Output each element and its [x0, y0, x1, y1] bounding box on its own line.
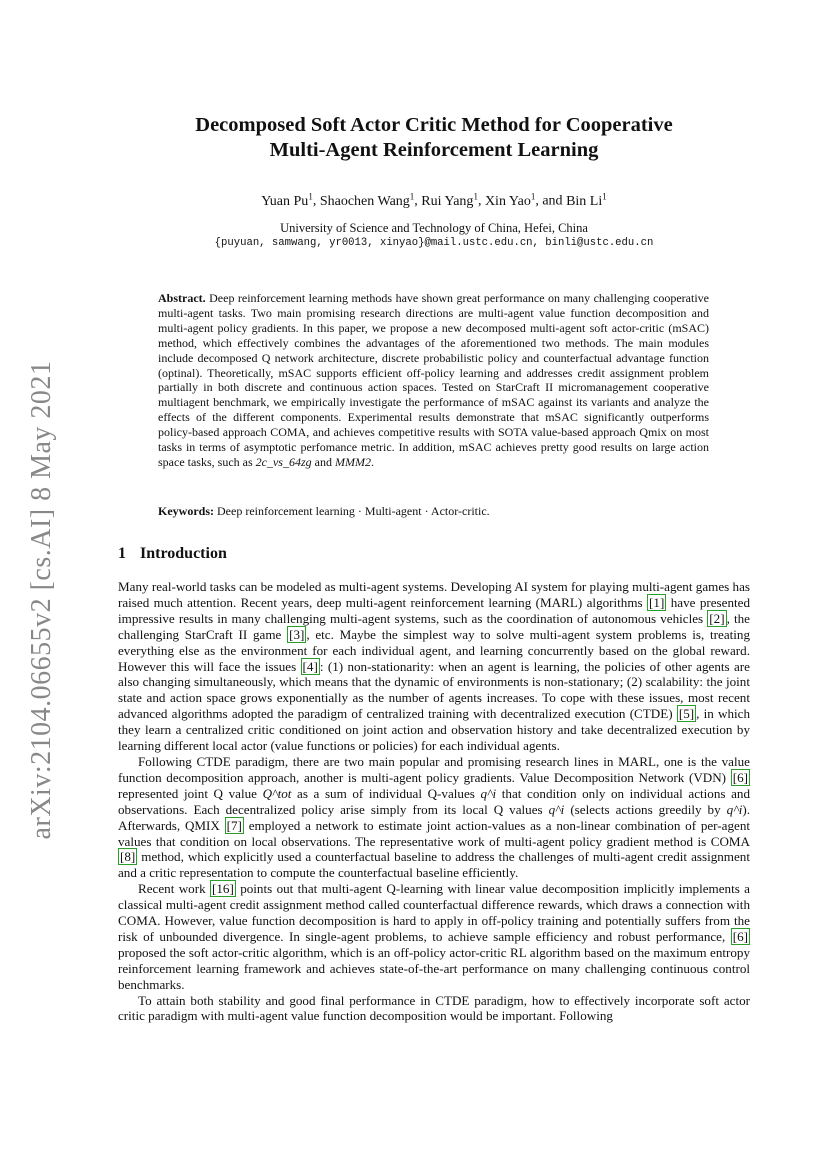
- author: Shaochen Wang$^1$: [319, 191, 415, 209]
- author: Xin Yao$^1$: [484, 191, 536, 209]
- affiliation: University of Science and Technology of China, Hefei, China: [280, 221, 588, 235]
- paragraph: Following CTDE paradigm, there are two main popular and promising research lines in MARL, one is the value function decomposition approach, another is multi-agent policy gradients. Value Decomposition Network (VDN) [6] represented joint Q value Q^tot as a sum of individual Q-values q^i that condition only on individual actions and observations. Each decentralized policy arise simply from its local Q values q^i (selects actions greedily by q^i). Afterwards, QMIX [7] employed a network to estimate joint action-values as a non-linear combination of per-agent values that condition on local observations. The representative work of multi-agent policy gradient method is COMA [8] method, which explicitly used a counterfactual baseline to address the challenges of multi-agent credit assignment and a critic representation to compute the counterfactual baseline efficiently.: [118, 753, 750, 881]
- keywords: [158, 504, 709, 519]
- keywords-text: Deep reinforcement learning · Multi-agent · Actor-critic.: [217, 504, 490, 518]
- author-emails: {puyuan, samwang, yr0013, xinyao}@mail.ustc.edu.cn, binli@ustc.edu.cn: [214, 237, 654, 249]
- task-name: 2c_vs_64zg: [255, 454, 312, 469]
- citation-link[interactable]: [16]: [212, 881, 234, 897]
- section-heading: [118, 545, 227, 563]
- citation-link[interactable]: [7]: [226, 817, 242, 833]
- paragraph: To attain both stability and good final performance in CTDE paradigm, how to effectively incorporate soft actor critic paradigm with multi-agent value function decomposition would be important. Following: [118, 992, 750, 1024]
- math-symbol: q^i: [726, 801, 743, 817]
- citation-link[interactable]: [3]: [289, 626, 305, 642]
- keywords-label: Keywords:: [158, 504, 214, 518]
- title-line-2: Multi-Agent Reinforcement Learning: [269, 139, 599, 161]
- citation-link[interactable]: [8]: [120, 849, 136, 865]
- paragraph: Recent work [16] points out that multi-agent Q-learning with linear value decomposition implicitly implements a classical multi-agent credit assignment method called counterfactual difference rewards, which draws a connection with COMA. However, value function decomposition is hard to apply in off-policy training and potentially suffers from the risk of unbounded divergence. In single-agent problems, to achieve sample efficiency and robust performance, [6] proposed the soft actor-critic algorithm, which is an off-policy actor-critic RL algorithm based on the maximum entropy reinforcement learning framework and achieves state-of-the-art performance on many challenging continuous control benchmarks.: [118, 881, 750, 992]
- abstract-text: Deep reinforcement learning methods have shown great performance on many challenging cooperative multi-agent tasks. Two main promising research directions are multi-agent value function decomposition and multi-agent policy gradients. In this paper, we propose a new decomposed multi-agent soft actor-critic (mSAC) method, which effectively combines the advantages of the aforementioned two methods. The main modules include decomposed Q network architecture, discrete probabilistic policy and counterfactual advantage function (optinal). Theoretically, mSAC supports efficient off-policy learning and addresses credit assignment problem partially in both discrete and continuous action spaces. Tested on StarCraft II micromanagement cooperative multiagent benchmark, we empirically investigate the performance of mSAC against its variants and analyze the effects of the different components. Experimental results demonstrate that mSAC significantly outperforms policy-based approach COMA, and achieves competitive results with SOTA value-based approach Qmix on most tasks in terms of asymptotic perfomance metric. In addition, mSAC achieves pretty good results on large action space tasks, such as: [158, 291, 709, 469]
- author-list: Yuan Pu$^1$, Shaochen Wang$^1$, Rui Yang$^1$, Xin Yao$^1$, and Bin Li$^1$: [261, 191, 607, 209]
- abstract: Abstract. Deep reinforcement learning methods have shown great performance on many challenging cooperative multi-agent tasks. Two main promising research directions are multi-agent value function decomposition and multi-agent policy gradients. In this paper, we propose a new decomposed multi-agent soft actor-critic (mSAC) method, which effectively combines the advantages of the aforementioned two methods. The main modules include decomposed Q network architecture, discrete probabilistic policy and counterfactual advantage function (optinal). Theoretically, mSAC supports efficient off-policy learning and addresses credit assignment problem partially in both discrete and continuous action spaces. Tested on StarCraft II micromanagement cooperative multiagent benchmark, we empirically investigate the performance of mSAC against its variants and analyze the effects of the different components. Experimental results demonstrate that mSAC significantly outperforms policy-based approach COMA, and achieves competitive results with SOTA value-based approach Qmix on most tasks in terms of asymptotic perfomance metric. In addition, mSAC achieves pretty good results on large action space tasks, such as 2c_vs_64zg and MMM2.: [158, 291, 709, 469]
- body-text: [118, 579, 750, 1024]
- abstract-label: Abstract.: [158, 291, 206, 305]
- citation-link[interactable]: [6]: [732, 928, 748, 944]
- author: Bin Li$^1$: [566, 191, 607, 209]
- paragraph: Many real-world tasks can be modeled as multi-agent systems. Developing AI system for playing multi-agent games has raised much attention. Recent years, deep multi-agent reinforcement learning (MARL) algorithms [1] have presented impressive results in many challenging multi-agent systems, such as the coordination of autonomous vehicles [2] , the challenging StarCraft II game [3] , etc. Maybe the simplest way to solve multi-agent system problems is, treating everything else as the environment for each individual agent, and learning concurrently based on the global reward. However this will face the issues [4] : (1) non-stationarity: when an agent is learning, the policies of other agents are also changing simultaneously, which means that the dynamic of environments is non-stationary; (2) scalability: the joint state and action space grows exponentially as the number of agents increases. To cope with these issues, most recent advanced algorithms adopted the paradigm of centralized training with decentralized execution (CTDE) [5] , in which they learn a centralized critic conditioned on joint action and observation history and take decentralized execution by learning different local actor (value functions or policies) for each individual agents.: [118, 579, 751, 754]
- task-name: MMM2: [334, 454, 371, 469]
- citation-link[interactable]: [6]: [732, 769, 748, 785]
- citation-link[interactable]: [2]: [709, 610, 725, 626]
- author: Yuan Pu$^1$: [261, 191, 313, 209]
- paper-title: [118, 113, 750, 163]
- citation-link[interactable]: [1]: [649, 594, 665, 610]
- section-number: 1: [118, 545, 126, 562]
- math-symbol: Q^tot: [262, 785, 292, 801]
- math-symbol: q^i: [548, 801, 565, 817]
- arxiv-identifier: arXiv:2104.06655v2 [cs.AI] 8 May 2021: [26, 360, 57, 840]
- section-title: Introduction: [140, 545, 227, 562]
- author: Rui Yang$^1$: [421, 191, 478, 209]
- math-symbol: q^i: [480, 785, 497, 801]
- title-line-1: Decomposed Soft Actor Critic Method for Cooperative: [195, 114, 673, 136]
- citation-link[interactable]: [4]: [302, 658, 318, 674]
- citation-link[interactable]: [5]: [678, 706, 695, 722]
